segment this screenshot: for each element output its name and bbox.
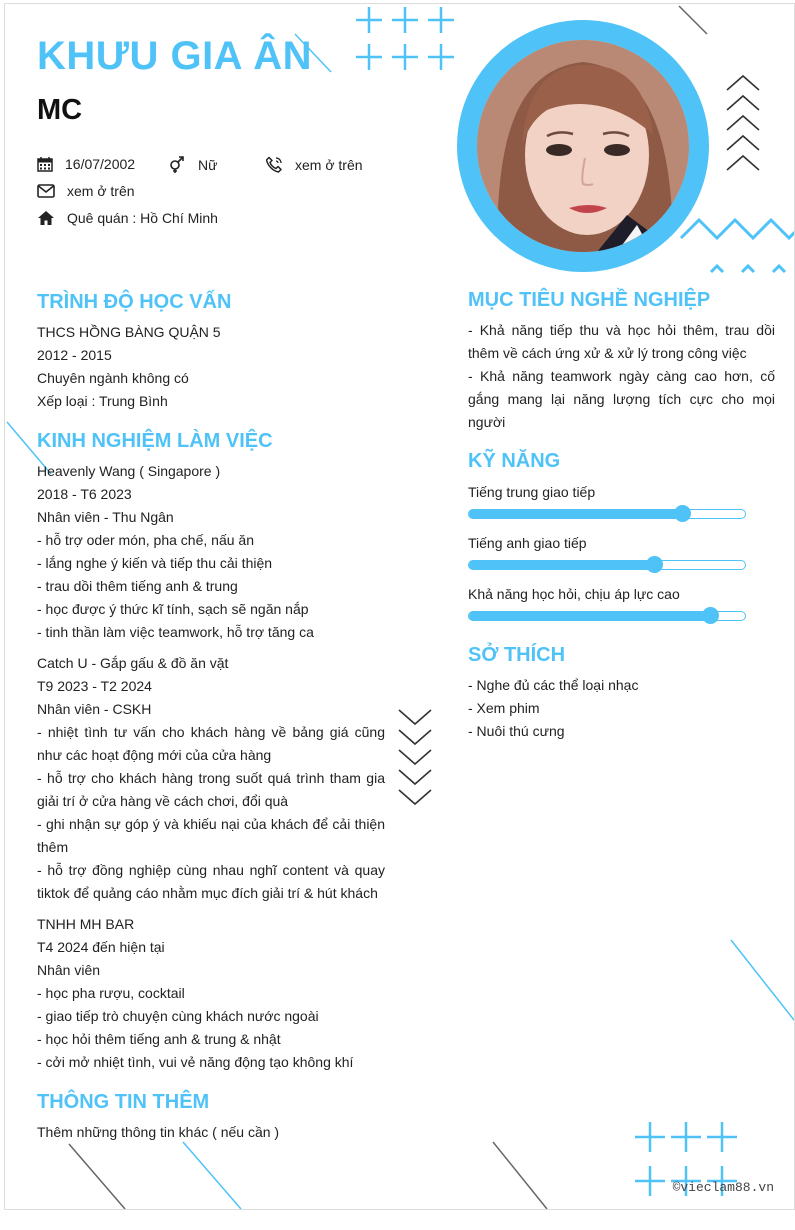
gender-value: Nữ <box>198 157 218 173</box>
skills-title: KỸ NĂNG <box>468 450 561 472</box>
job-title: MC <box>37 94 83 126</box>
skill-bar-fill <box>469 509 683 519</box>
job-task: - lắng nghe ý kiến và tiếp thu cải thiện <box>37 555 273 571</box>
experience-section <box>37 460 385 1082</box>
hometown-value: Quê quán : Hồ Chí Minh <box>67 210 218 226</box>
job-period: T9 2023 - T2 2024 <box>37 678 152 694</box>
calendar-icon <box>37 156 53 172</box>
education-grade: Xếp loại : Trung Bình <box>37 393 168 409</box>
job-entry <box>37 460 385 644</box>
hobby-item: - Nuôi thú cưng <box>468 723 565 739</box>
hobbies-section <box>468 674 638 743</box>
job-period: 2018 - T6 2023 <box>37 486 132 502</box>
job-task: - học hỏi thêm tiếng anh & trung & nhật <box>37 1031 281 1047</box>
skill-bar-fill <box>469 611 711 621</box>
experience-title: KINH NGHIỆM LÀM VIỆC <box>37 430 273 452</box>
job-task: - tinh thần làm việc teamwork, hỗ trợ tăng ca <box>37 624 314 640</box>
hobbies-title: SỞ THÍCH <box>468 644 566 666</box>
skill-bar <box>468 560 746 570</box>
education-period: 2012 - 2015 <box>37 347 112 363</box>
hobby-item: - Nghe đủ các thể loại nhạc <box>468 677 639 693</box>
skill-bar-knob <box>702 607 719 624</box>
job-task: - nhiệt tình tư vấn cho khách hàng về bảng giá cũng như các hoạt động mới của cửa hàng <box>37 724 385 763</box>
email-row <box>37 183 135 199</box>
resume-page <box>4 3 795 1210</box>
candidate-name: KHƯU GIA ÂN <box>37 34 312 78</box>
job-entry <box>37 652 385 905</box>
phone-row <box>266 156 363 173</box>
job-task: - trau dồi thêm tiếng anh & trung <box>37 578 238 594</box>
job-task: - cởi mở nhiệt tình, vui vẻ năng động tạo không khí <box>37 1054 354 1070</box>
job-entry <box>37 913 385 1074</box>
job-position: Nhân viên - Thu Ngân <box>37 509 174 525</box>
skill-bar-fill <box>469 560 655 570</box>
avatar-frame <box>457 20 709 272</box>
job-task: - ghi nhận sự góp ý và khiếu nại của khách để cải thiện thêm <box>37 816 385 855</box>
skill-label: Khả năng học hỏi, chịu áp lực cao <box>468 586 680 602</box>
watermark: ©vieclam88.vn <box>672 1180 774 1195</box>
job-task: - giao tiếp trò chuyện cùng khách nước ngoài <box>37 1008 319 1024</box>
objective-item: - Khả năng teamwork ngày càng cao hơn, cố gắng mang lại năng lượng tích cực cho mọi người <box>468 368 775 430</box>
job-position: Nhân viên - CSKH <box>37 701 152 717</box>
skill-bar <box>468 509 746 519</box>
phone-value: xem ở trên <box>295 156 363 173</box>
job-task: - học được ý thức kĩ tính, sạch sẽ ngăn nắp <box>37 601 309 617</box>
job-position: Nhân viên <box>37 962 101 978</box>
education-section <box>37 321 387 413</box>
hobby-item: - Xem phim <box>468 700 540 716</box>
education-major: Chuyên ngành không có <box>37 370 189 386</box>
job-company: Catch U - Gắp gấu & đồ ăn vặt <box>37 655 229 671</box>
skill-bar <box>468 611 746 621</box>
objective-item: - Khả năng tiếp thu và học hỏi thêm, trau dồi thêm về cách ứng xử & xử lý trong công việc <box>468 322 775 361</box>
gender-icon <box>168 156 186 174</box>
email-value: xem ở trên <box>67 183 135 199</box>
home-icon <box>37 210 55 226</box>
job-company: Heavenly Wang ( Singapore ) <box>37 463 221 479</box>
education-school: THCS HỒNG BÀNG QUẬN 5 <box>37 324 221 340</box>
skill-bar-knob <box>646 556 663 573</box>
skill-label: Tiếng anh giao tiếp <box>468 535 587 551</box>
birthdate-value: 16/07/2002 <box>65 156 136 172</box>
job-company: TNHH MH BAR <box>37 916 135 932</box>
skill-bar-knob <box>674 505 691 522</box>
objective-section <box>468 319 775 434</box>
education-title: TRÌNH ĐỘ HỌC VẤN <box>37 291 232 313</box>
avatar-photo <box>477 40 689 252</box>
job-task: - học pha rượu, cocktail <box>37 985 185 1001</box>
job-task: - hỗ trợ oder món, pha chế, nấu ăn <box>37 532 254 548</box>
job-task: - hỗ trợ cho khách hàng trong suốt quá trình tham gia giải trí ở cửa hàng về cách chơi, đổi quà <box>37 770 385 809</box>
envelope-icon <box>37 184 55 198</box>
hometown-row <box>37 210 218 226</box>
extra-info-title: THÔNG TIN THÊM <box>37 1091 210 1113</box>
job-task: - hỗ trợ đồng nghiệp cùng nhau nghĩ content và quay tiktok để quảng cáo nhằm mục đích giải trí & hút khách <box>37 862 385 901</box>
gender-row <box>168 156 217 174</box>
birthdate-row <box>37 156 135 172</box>
objective-title: MỤC TIÊU NGHỀ NGHIỆP <box>468 289 711 311</box>
skill-label: Tiếng trung giao tiếp <box>468 484 596 500</box>
job-period: T4 2024 đến hiện tại <box>37 939 165 955</box>
phone-icon <box>266 156 283 173</box>
extra-info-text: Thêm những thông tin khác ( nếu cần ) <box>37 1124 280 1140</box>
